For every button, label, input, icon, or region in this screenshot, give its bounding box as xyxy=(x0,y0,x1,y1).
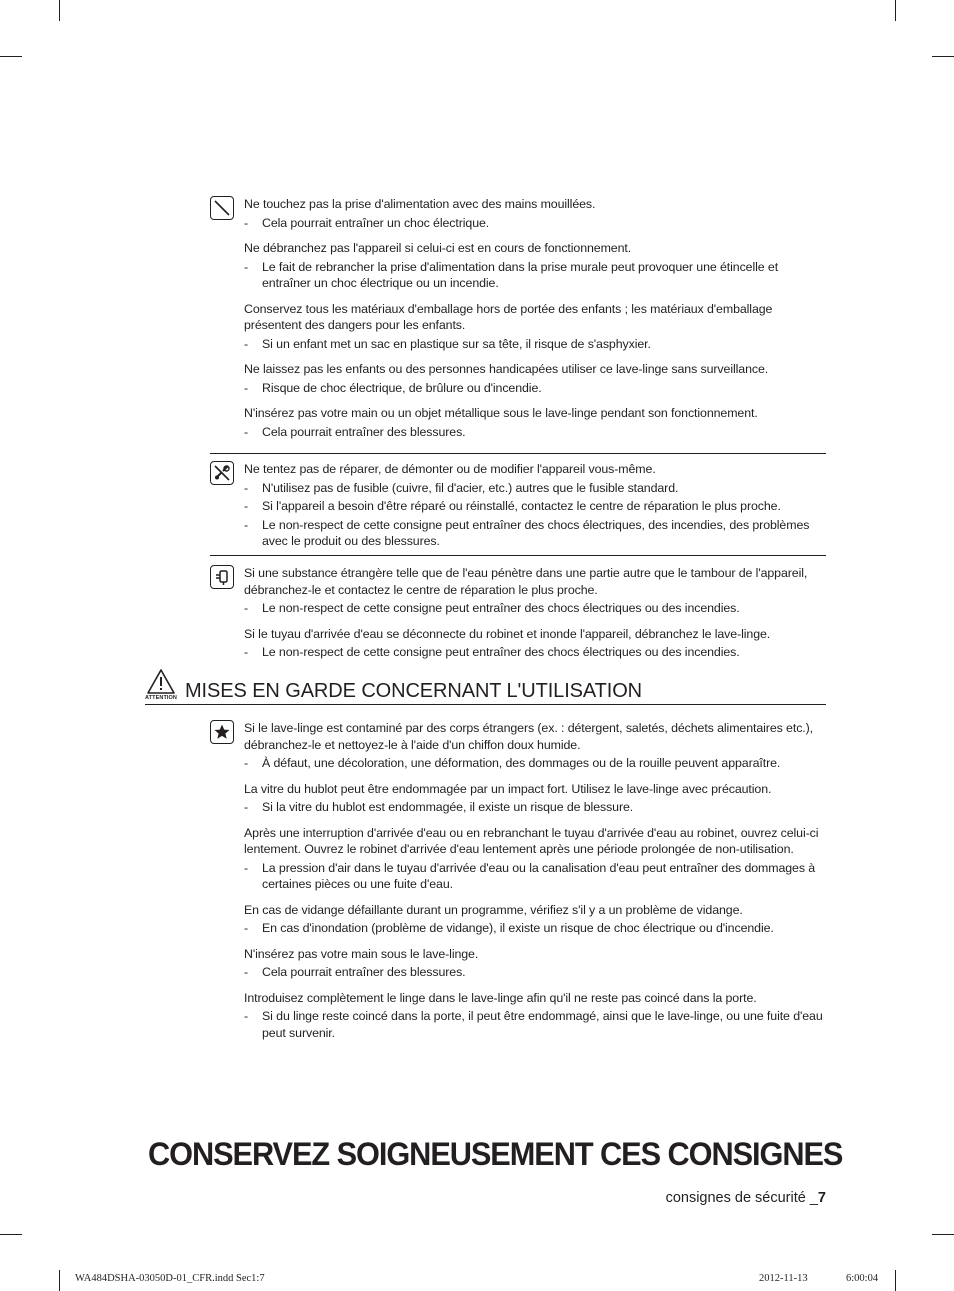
divider xyxy=(210,453,826,454)
warning-item xyxy=(244,990,826,1042)
crop-mark xyxy=(59,0,60,21)
bullet-dash: - xyxy=(244,601,249,615)
warning-consequence xyxy=(244,215,826,232)
consequence-text: Le non-respect de cette consigne peut entraîner des chocs électriques ou des incendies. xyxy=(262,645,740,659)
section-title: MISES EN GARDE CONCERNANT L'UTILISATION xyxy=(185,680,643,702)
consequence-text: Le fait de rebrancher la prise d'alimentation dans la prise murale peut provoquer une étincelle et entraîner un choc électrique ou un incendie. xyxy=(262,259,779,290)
warning-text: En cas de vidange défaillante durant un programme, vérifiez s'il y a un problème de vidange. xyxy=(244,902,743,917)
warning-list xyxy=(244,565,826,661)
consequence-text: En cas d'inondation (problème de vidange), il existe un risque de choc électrique ou d'incendie. xyxy=(262,921,774,935)
warning-item xyxy=(244,301,826,353)
warning-consequence xyxy=(244,336,826,353)
consequence-text: La pression d'air dans le tuyau d'arrivée d'eau ou la canalisation d'eau peut entraîner des dommages à certaines pièces ou une fuite d'eau. xyxy=(262,860,816,891)
consequence-text: Cela pourrait entraîner des blessures. xyxy=(262,424,466,439)
do-not-touch-icon xyxy=(210,196,234,220)
bullet-dash: - xyxy=(244,480,249,495)
warning-text: Après une interruption d'arrivée d'eau ou en rebranchant le tuyau d'arrivée d'eau au robinet, ouvrez celui-ci lentement. Ouvrez le robinet d'arrivée d'eau lentement après une période prolongée de non-utilisation. xyxy=(244,825,819,856)
warning-item xyxy=(244,902,826,937)
warning-consequence xyxy=(244,799,826,816)
closing-title: CONSERVEZ SOIGNEUSEMENT CES CONSIGNES xyxy=(148,1136,843,1172)
warning-text: N'insérez pas votre main sous le lave-linge. xyxy=(244,946,479,961)
bullet-dash: - xyxy=(244,336,249,351)
warning-text: Ne laissez pas les enfants ou des personnes handicapées utiliser ce lave-linge sans surveillance. xyxy=(244,362,769,376)
warning-consequence xyxy=(244,480,826,497)
warning-list xyxy=(244,196,826,440)
bullet-dash: - xyxy=(244,424,249,439)
page-number: 7 xyxy=(817,1190,826,1206)
warning-block-unplug xyxy=(210,565,826,661)
warning-text: La vitre du hublot peut être endommagée par un impact fort. Utilisez le lave-linge avec précaution. xyxy=(244,781,772,796)
warning-text: Si le lave-linge est contaminé par des corps étrangers (ex. : détergent, saletés, déchets alimentaires etc.), débranchez-le et nettoyez-le à l'aide d'un chiffon doux humide. xyxy=(244,721,813,752)
warning-item xyxy=(244,405,826,440)
warning-item xyxy=(244,825,826,893)
unplug-icon xyxy=(210,565,234,589)
warning-text: Introduisez complètement le linge dans le lave-linge afin qu'il ne reste pas coincé dans la porte. xyxy=(244,990,757,1005)
bullet-dash: - xyxy=(244,1009,249,1023)
warning-item xyxy=(244,781,826,816)
warning-item xyxy=(244,461,826,550)
warning-text: Ne tentez pas de réparer, de démonter ou de modifier l'appareil vous-même. xyxy=(244,462,656,476)
consequence-text: Risque de choc électrique, de brûlure ou d'incendie. xyxy=(262,380,542,395)
page-footer xyxy=(666,1190,826,1206)
warning-consequence xyxy=(244,600,826,617)
consequence-text: Cela pourrait entraîner un choc électrique. xyxy=(262,215,490,230)
bullet-dash: - xyxy=(244,921,249,935)
consequence-text: Si un enfant met un sac en plastique sur sa tête, il risque de s'asphyxier. xyxy=(262,336,651,351)
consequence-text: Si la vitre du hublot est endommagée, il existe un risque de blessure. xyxy=(262,800,634,814)
warning-block-electric xyxy=(210,196,826,440)
warning-block-usage xyxy=(210,720,826,1041)
warning-item xyxy=(244,626,826,661)
slug-time: 6:00:04 xyxy=(846,1273,879,1284)
warning-item xyxy=(244,196,826,231)
warning-item xyxy=(244,361,826,396)
warning-text: Conservez tous les matériaux d'emballage hors de portée des enfants ; les matériaux d'emballage présentent des dangers pour les enfants. xyxy=(244,301,773,332)
consequence-text: Si l'appareil a besoin d'être réparé ou réinstallé, contactez le centre de réparation le plus proche. xyxy=(262,499,781,513)
warning-consequence xyxy=(244,424,826,441)
bullet-dash: - xyxy=(244,756,249,770)
warning-consequence xyxy=(244,755,826,772)
warning-text: Ne touchez pas la prise d'alimentation avec des mains mouillées. xyxy=(244,197,596,211)
warning-item xyxy=(244,565,826,617)
warning-item xyxy=(244,240,826,292)
crop-mark xyxy=(895,0,896,21)
bullet-dash: - xyxy=(244,259,249,274)
consequence-text: N'utilisez pas de fusible (cuivre, fil d'acier, etc.) autres que le fusible standard. xyxy=(262,480,679,495)
warning-consequence xyxy=(244,920,826,937)
warning-text: Si le tuyau d'arrivée d'eau se déconnecte du robinet et inonde l'appareil, débranchez le lave-linge. xyxy=(244,626,771,641)
do-not-disassemble-icon xyxy=(210,461,234,485)
crop-mark xyxy=(59,1270,60,1291)
warning-item xyxy=(244,946,826,981)
crop-mark xyxy=(0,1234,22,1235)
bullet-dash: - xyxy=(244,645,249,659)
warning-text: Si une substance étrangère telle que de l'eau pénètre dans une partie autre que le tambour de l'appareil, débranchez-le et contactez le centre de réparation le plus proche. xyxy=(244,566,808,597)
crop-mark xyxy=(0,56,22,57)
bullet-dash: - xyxy=(244,499,249,513)
section-underline xyxy=(145,704,826,705)
crop-mark xyxy=(932,56,954,57)
warning-block-repair xyxy=(210,461,826,550)
bullet-dash: - xyxy=(244,965,249,979)
attention-triangle-icon xyxy=(145,668,177,702)
bullet-dash: - xyxy=(244,800,249,814)
warning-consequence xyxy=(244,380,826,397)
warning-consequence xyxy=(244,498,826,515)
warning-consequence xyxy=(244,259,826,292)
consequence-text: À défaut, une décoloration, une déformation, des dommages ou de la rouille peuvent apparaître. xyxy=(262,756,781,770)
warning-item xyxy=(244,720,826,772)
important-star-icon xyxy=(210,720,234,744)
bullet-dash: - xyxy=(244,380,249,395)
bullet-dash: - xyxy=(244,215,249,230)
bullet-dash: - xyxy=(244,860,249,875)
warning-consequence xyxy=(244,1008,826,1041)
crop-mark xyxy=(932,1234,954,1235)
warning-text: Ne débranchez pas l'appareil si celui-ci est en cours de fonctionnement. xyxy=(244,241,632,255)
warning-consequence xyxy=(244,964,826,981)
attention-label: ATTENTION xyxy=(145,695,177,701)
bullet-dash: - xyxy=(244,517,249,532)
warning-consequence xyxy=(244,517,826,550)
warning-consequence xyxy=(244,860,826,893)
consequence-text: Le non-respect de cette consigne peut entraîner des chocs électriques ou des incendies. xyxy=(262,601,740,615)
warning-text: N'insérez pas votre main ou un objet métallique sous le lave-linge pendant son fonctionnement. xyxy=(244,406,758,420)
footer-section-label: consignes de sécurité _ xyxy=(665,1190,818,1206)
divider xyxy=(210,555,826,556)
consequence-text: Cela pourrait entraîner des blessures. xyxy=(262,965,466,979)
warning-list xyxy=(244,461,826,550)
slug-date: 2012-11-13 xyxy=(759,1273,808,1284)
warning-list xyxy=(244,720,826,1041)
crop-mark xyxy=(895,1270,896,1291)
consequence-text: Si du linge reste coincé dans la porte, il peut être endommagé, ainsi que le lave-linge, ou une fuite d'eau peut survenir. xyxy=(262,1009,823,1040)
consequence-text: Le non-respect de cette consigne peut entraîner des chocs électriques, des incendies, des problèmes avec le produit ou des blessures. xyxy=(262,517,810,548)
warning-consequence xyxy=(244,644,826,661)
slug-file: WA484DSHA-03050D-01_CFR.indd Sec1:7 xyxy=(75,1273,265,1284)
section-heading xyxy=(145,668,826,705)
